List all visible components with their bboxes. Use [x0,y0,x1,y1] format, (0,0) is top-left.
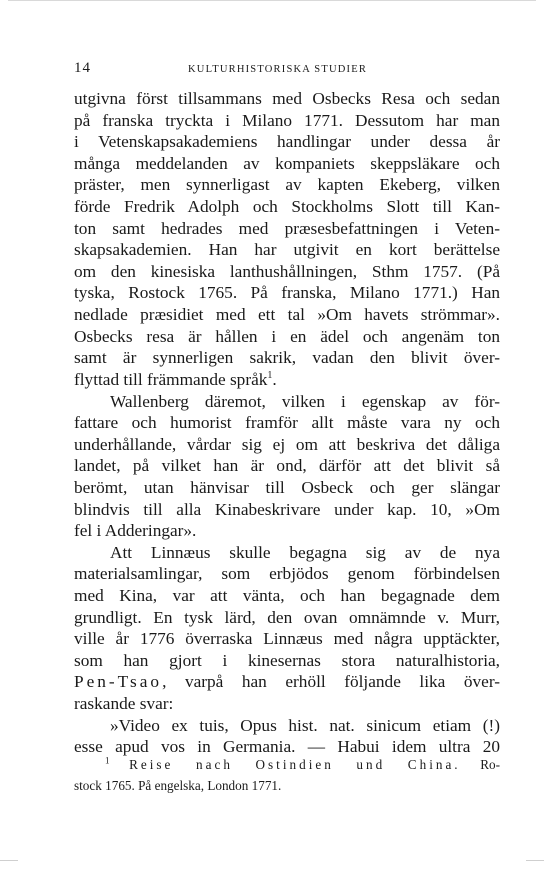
text-line: skapsakademien. Han har utgivit en kort berättelse [74,240,500,260]
footnote-reference: 1 [267,370,273,382]
footnote-line: stock 1765. På engelska, London 1771. [74,778,282,793]
text-line: ville år 1776 överraska Linnæus med några upptäckter, [74,629,500,649]
text-line: underhållande, vårdar sig ej om att beskriva det dåliga [74,434,500,454]
footnote-title-spaced: Reise nach Ostindien und China. [129,757,461,772]
corner-mark-left [0,860,18,861]
text-line: raskande svar: [74,694,174,714]
text-line: materialsamlingar, som erbjödos genom förbindelsen [74,564,500,584]
text-line: många meddelanden av kompaniets skeppsläkare och [74,153,500,173]
text-line: utgivna först tillsammans med Osbecks Resa och sedan [74,89,500,108]
text-segment-spaced: Pen-Tsao [74,672,163,692]
text-line: med Kina, var att vänta, och han begagnade dem [74,586,500,606]
text-line: fel i Adderingar». [74,521,197,541]
text-line: berömt, utan hänvisar till Osbeck och ger slängar [74,477,500,497]
running-head: KULTURHISTORISKA STUDIER [188,64,368,75]
text-segment: Ro- [480,757,500,772]
top-rule [8,0,536,1]
body-text [74,88,500,758]
text-line: om den kinesiska lanthushållningen, Sthm 1757. (På [74,261,500,281]
text-line: landet, på vilket han är ond, därför att det blivit så [74,456,500,476]
text-line: samt är synnerligen sakrik, vadan den blivit över- [74,348,500,368]
footnote-marker: 1 [105,755,110,766]
text-line: ton samt hedrades med præsesbefattningen i Veten- [74,218,500,238]
text-segment: , varpå han erhöll följande lika över- [162,672,500,692]
text-line: blindvis till alla Kinabeskrivare under kap. 10, »Om [74,499,500,519]
footnote-line [74,754,500,775]
text-line [74,671,500,693]
text-segment: . [272,369,277,389]
text-line: präster, men synnerligast av kapten Ekeberg, vilken [74,175,500,195]
text-line: nedlade præsidiet med ett tal »Om havets strömmar». [74,305,500,325]
text-line: Wallenberg däremot, vilken i egenskap av för- [110,391,500,411]
text-line: förde Fredrik Adolph och Stockholms Slott till Kan- [74,197,500,217]
footnote [74,754,500,796]
text-line: esse apud vos in Germania. — Habui idem ultra 20 [74,737,500,757]
text-line: »Video ex tuis, Opus hist. nat. sinicum etiam (!) [110,715,500,735]
text-line: Osbecks resa är hållen i en ädel och angenäm ton [74,326,500,346]
page-number: 14 [74,60,91,76]
text-line: i Vetenskapsakademiens handlingar under dessa år [74,132,500,152]
text-line: grundligt. En tysk lärd, den ovan omnämnde v. Murr, [74,607,500,627]
corner-mark-right [526,860,544,861]
text-line [74,369,500,391]
text-line: Att Linnæus skulle begagna sig av de nya [110,542,500,562]
text-segment: flyttad till främmande språk [74,369,268,389]
text-line: tyska, Rostock 1765. På franska, Milano 1771.) Han [74,283,500,303]
text-line: fattare och humorist framför allt måste vara ny och [74,413,500,433]
text-line: på franska tryckta i Milano 1771. Dessutom har man [74,110,500,130]
text-line: som han gjort i kinesernas stora naturalhistoria, [74,650,500,670]
